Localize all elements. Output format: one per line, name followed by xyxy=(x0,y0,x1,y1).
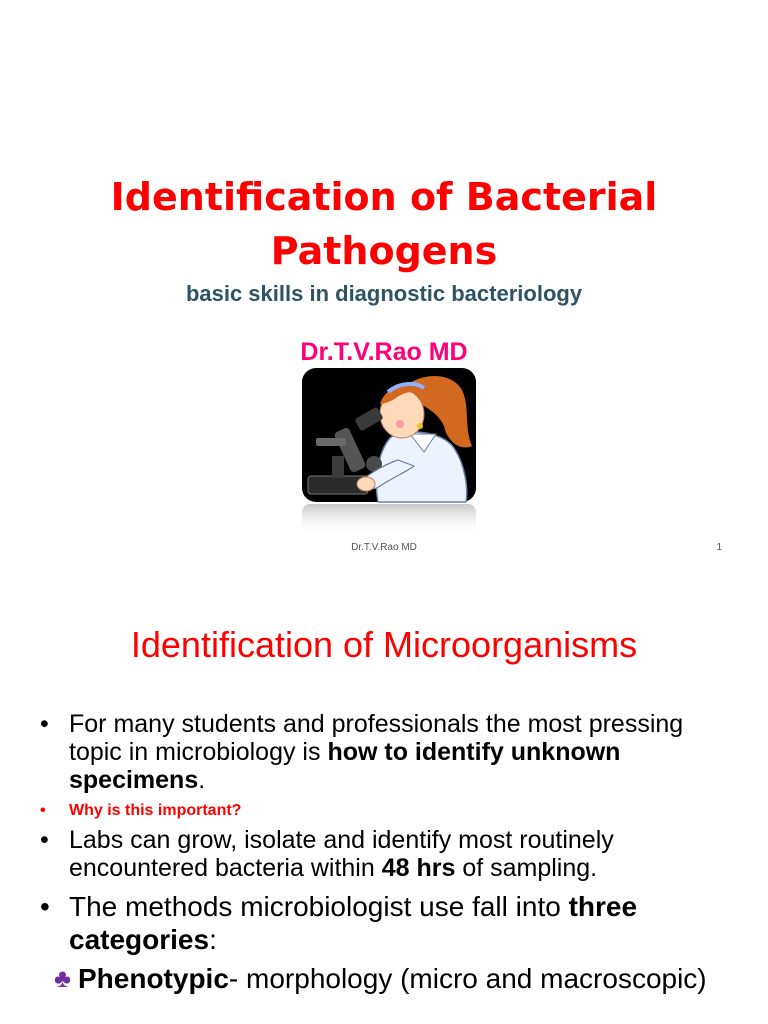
club-icon: ♣ xyxy=(54,963,72,993)
bullet-icon: • xyxy=(40,891,50,922)
sub-bullet-item: ♣ Phenotypic- morphology (micro and macroscopic) xyxy=(54,963,707,994)
page-number: 1 xyxy=(716,542,722,553)
footer-author: Dr.T.V.Rao MD xyxy=(351,542,417,553)
bullet-item: • Why is this important? xyxy=(40,800,740,822)
bullet-icon: • xyxy=(40,802,46,819)
slide-2 xyxy=(0,566,768,1024)
bullet-icon: • xyxy=(40,826,49,854)
slide-title xyxy=(0,170,768,278)
slide-subtitle: basic skills in diagnostic bacteriology xyxy=(185,281,583,306)
bullet-item: • For many students and professionals the most pressing topic in microbiology is how to identify unknown specimens. xyxy=(40,710,684,794)
title-line-1: Identification of Bacterial xyxy=(110,175,658,219)
bullet-list xyxy=(40,710,740,995)
bullet-item: • The methods microbiologist use fall into three categories: xyxy=(40,891,638,955)
bullet-icon: • xyxy=(40,710,49,738)
author-name: Dr.T.V.Rao MD xyxy=(300,338,468,366)
slide-title: Identification of Microorganisms xyxy=(130,624,638,665)
title-line-2: Pathogens xyxy=(270,229,498,273)
scientist-with-microscope-icon xyxy=(302,368,476,536)
bullet-item: • Labs can grow, isolate and identify most routinely encountered bacteria within 48 hrs of sampling. xyxy=(40,826,614,882)
